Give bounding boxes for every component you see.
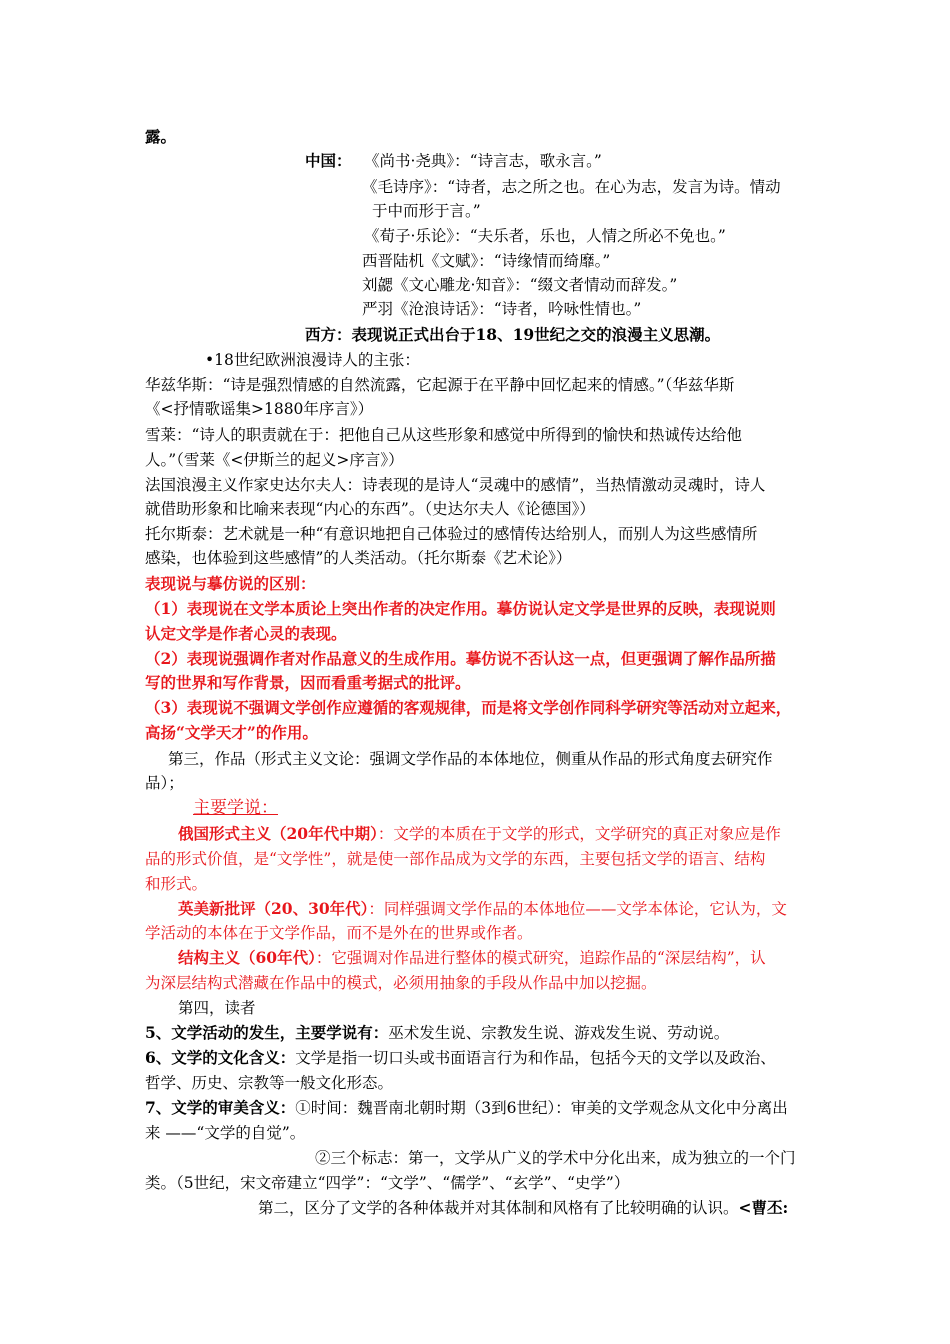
- quote-shangshu: 《尚书·尧典》：“诗言志，歌永言。”: [364, 152, 602, 170]
- newcrit-name: 英美新批评（20、30年代）: [178, 899, 369, 918]
- russian-l3: 和形式。: [145, 875, 208, 893]
- top-fragment: 露。: [145, 127, 177, 146]
- struct-text: ：它强调对作品进行整体的模式研究，追踪作品的“深层结构”，认: [315, 949, 766, 967]
- marks-l2: 类。（5世纪，宋文帝建立“四学”：“文学”、“儒学”、“玄学”、“史学”）: [145, 1174, 630, 1192]
- quote-liuxie: 刘勰《文心雕龙·知音》：“缀文者情动而辞发。”: [362, 276, 678, 294]
- wordsworth-l1: 华兹华斯：“诗是强烈情感的自然流露，它起源于在平静中回忆起来的情感。”（华兹华斯: [145, 376, 735, 394]
- quote-maoshixu-cont: 于中而形于言。”: [372, 202, 481, 220]
- section-5: [145, 1022, 729, 1044]
- section-7: [145, 1097, 788, 1119]
- russian-name: 俄国形式主义（20年代中期）: [178, 824, 378, 843]
- diff-title: 表现说与摹仿说的区别：: [145, 574, 316, 593]
- schools-title: 主要学说：: [193, 798, 278, 818]
- s7-l2: 来 ——“文学的自觉”。: [145, 1124, 306, 1142]
- diff-p3-l1: （3）表现说不强调文学创作应遵循的客观规律，而是将文学创作同科学研究等活动对立起来，: [145, 698, 792, 717]
- struct-l1: [178, 947, 766, 969]
- diff-p1-l2: 认定文学是作者心灵的表现。: [145, 624, 347, 643]
- struct-l2: 为深层结构式潜藏在作品中的模式，必须用抽象的手段从作品中加以挖掘。: [145, 974, 657, 992]
- quote-maoshixu: 《毛诗序》：“诗者，志之所之也。在心为志，发言为诗。情动: [362, 178, 781, 196]
- marks-l1: ②三个标志：第一，文学从广义的学术中分化出来，成为独立的一个门: [315, 1149, 796, 1167]
- stael-l1: 法国浪漫主义作家史达尔夫人：诗表现的是诗人“灵魂中的感情”，当热情激动灵魂时，诗人: [145, 476, 766, 494]
- s7-body: ①时间：魏晋南北朝时期（3到6世纪）：审美的文学观念从文化中分离出: [295, 1099, 788, 1117]
- diff-p2-l1: （2）表现说强调作者对作品意义的生成作用。摹仿说不否认这一点，但更强调了解作品所描: [145, 649, 776, 668]
- russian-text: ：文学的本质在于文学的形式，文学研究的真正对象应是作: [377, 825, 781, 843]
- tolstoy-l1: 托尔斯泰：艺术就是一种“有意识地把自己体验过的感情传达给别人，而别人为这些感情所: [145, 525, 758, 543]
- china-label: 中国：: [305, 151, 352, 170]
- stael-l2: 就借助形象和比喻来表现“内心的东西”。（史达尔夫人《论德国》）: [145, 500, 595, 518]
- bullet-18c: •18世纪欧洲浪漫诗人的主张：: [205, 351, 420, 369]
- newcrit-l2: 学活动的本体在于文学作品，而不是外在的世界或作者。: [145, 924, 533, 942]
- diff-p1-l1: （1）表现说在文学本质论上突出作者的决定作用。摹仿说认定文学是世界的反映，表现说则: [145, 599, 776, 618]
- quote-xunzi: 《荀子·乐论》：“夫乐者，乐也，人情之所必不免也。”: [364, 227, 726, 245]
- fourth-reader: 第四，读者: [178, 999, 256, 1017]
- diff-p3-l2: 高扬“文学天才”的作用。: [145, 723, 318, 742]
- second-mark: [258, 1197, 788, 1219]
- shelley-l2: 人。”（雪莱《<伊斯兰的起义>序言》）: [145, 451, 404, 469]
- s6-head: 6、文学的文化含义：: [145, 1048, 296, 1067]
- newcrit-l1: [178, 898, 787, 920]
- quote-yanyu: 严羽《沧浪诗话》：“诗者，吟咏性情也。”: [362, 300, 642, 318]
- quote-lujifu: 西晋陆机《文赋》：“诗缘情而绮靡。”: [362, 252, 611, 270]
- section-6: [145, 1047, 776, 1069]
- tolstoy-l2: 感染，也体验到这些感情”的人类活动。（托尔斯泰《艺术论》）: [145, 549, 572, 567]
- second-text: 第二，区分了文学的各种体裁并对其体制和风格有了比较明确的认识。: [258, 1199, 739, 1217]
- s6-l2: 哲学、历史、宗教等一般文化形态。: [145, 1074, 394, 1092]
- russian-l1: [178, 823, 781, 845]
- west-heading: 西方：表现说正式出台于18、19世纪之交的浪漫主义思潮。: [305, 325, 721, 344]
- third-l1: 第三，作品（形式主义文论：强调文学作品的本体地位，侧重从作品的形式角度去研究作: [168, 750, 773, 768]
- wordsworth-l2: 《<抒情歌谣集>1880年序言》）: [145, 400, 374, 418]
- shelley-l1: 雪莱：“诗人的职责就在于：把他自己从这些形象和感觉中所得到的愉快和热诚传达给他: [145, 426, 742, 444]
- s7-head: 7、文学的审美含义：: [145, 1098, 296, 1117]
- russian-l2: 品的形式价值，是“文学性”，就是使一部作品成为文学的东西，主要包括文学的语言、结构: [145, 850, 766, 868]
- s6-body: 文学是指一切口头或书面语言行为和作品，包括今天的文学以及政治、: [295, 1049, 776, 1067]
- s5-body: 巫术发生说、宗教发生说、游戏发生说、劳动说。: [388, 1024, 730, 1042]
- third-l2: 品）；: [145, 774, 184, 792]
- second-tail: <曹丕:: [738, 1198, 789, 1217]
- newcrit-text: ：同样强调文学作品的本体地位——文学本体论，它认为，文: [368, 900, 787, 918]
- diff-p2-l2: 写的世界和写作背景，因而看重考据式的批评。: [145, 673, 471, 692]
- s5-head: 5、文学活动的发生，主要学说有：: [145, 1023, 389, 1042]
- struct-name: 结构主义（60年代）: [178, 948, 316, 967]
